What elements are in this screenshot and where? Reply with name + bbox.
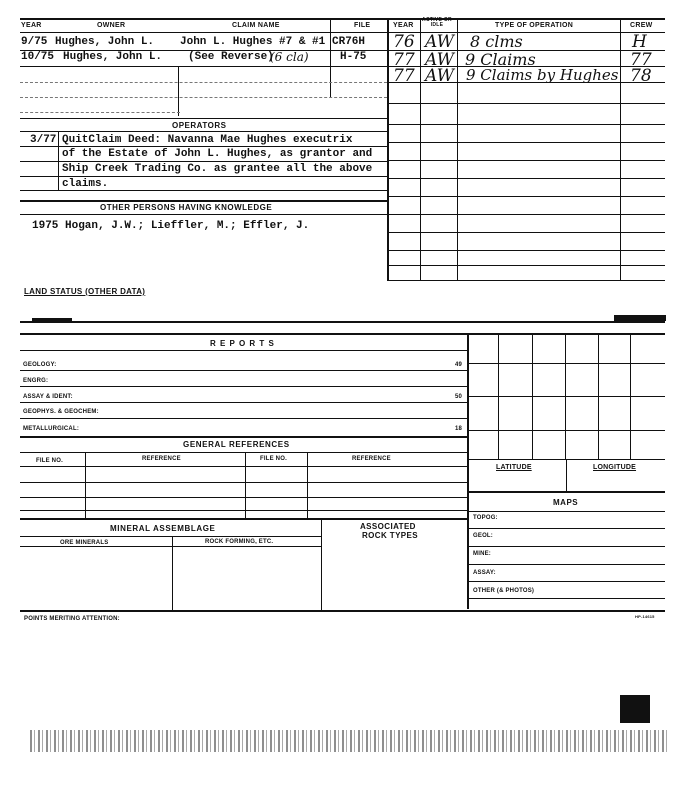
longitude-label: LONGITUDE [593, 464, 637, 471]
operators-date: 3/77 [30, 134, 57, 146]
points-meriting-label: POINTS MERITING ATTENTION: [24, 616, 120, 622]
claim-date: 10/75 [21, 51, 55, 63]
header-crew: CREW [630, 22, 653, 29]
claim-name: John L. Hughes #7 & #1 [180, 36, 326, 48]
operation-year: 77 [393, 50, 415, 70]
map-row-geol: GEOL: [473, 533, 493, 539]
operation-crew: H [632, 32, 647, 52]
header-type-of-operation: TYPE OF OPERATION [495, 22, 574, 29]
report-label-assay: ASSAY & IDENT: [23, 394, 73, 400]
ref-header-reference-2: REFERENCE [352, 456, 391, 462]
ore-minerals-label: ORE MINERALS [60, 540, 109, 546]
operation-status: AW [425, 50, 455, 70]
ref-header-file-no-2: FILE NO. [260, 456, 287, 462]
operators-line: QuitClaim Deed: Navanna Mae Hughes executrix [62, 134, 353, 146]
operation-type: 8 clms [470, 32, 523, 51]
map-row-other: OTHER (& PHOTOS) [473, 588, 535, 594]
operators-line: of the Estate of John L. Hughes, as grantor and [62, 148, 373, 160]
report-num: 49 [455, 362, 463, 368]
claim-date: 9/75 [21, 36, 48, 48]
form-number: HP-14615 [635, 614, 655, 619]
reports-title: R E P O R T S [210, 339, 275, 348]
ref-header-reference: REFERENCE [142, 456, 181, 462]
mineral-title: MINERAL ASSEMBLAGE [110, 524, 216, 533]
claim-owner: Hughes, John L. [63, 51, 163, 63]
report-label-engrg: ENGRG: [23, 378, 49, 384]
associated-label: ASSOCIATED [360, 522, 416, 531]
operation-status: AW [425, 66, 455, 86]
scan-black-mark [620, 695, 650, 723]
report-label-geophys: GEOPHYS. & GEOCHEM: [23, 409, 99, 415]
operation-crew: 77 [630, 50, 652, 70]
rock-types-label: ROCK TYPES [362, 531, 419, 540]
claim-note: (6 cla) [270, 50, 309, 64]
operation-type: 9 Claims [465, 50, 536, 69]
maps-title: MAPS [553, 498, 579, 507]
scan-noise [30, 730, 670, 752]
operation-crew: 78 [630, 66, 652, 86]
map-row-topog: TOPOG: [473, 515, 498, 521]
claim-name: (See Reverse) [188, 51, 274, 63]
operation-year: 77 [393, 66, 415, 86]
rock-forming-label: ROCK FORMING, ETC. [205, 539, 274, 545]
land-status-label: LAND STATUS (OTHER DATA) [24, 287, 146, 296]
map-row-mine: MINE: [473, 551, 491, 557]
ref-header-file-no: FILE NO. [36, 458, 63, 464]
header-claim-name: CLAIM NAME [232, 22, 280, 29]
latitude-label: LATITUDE [496, 464, 532, 471]
operators-title: OPERATORS [172, 121, 227, 130]
header-active-or-idle: ACTIVE OR IDLE [422, 17, 452, 28]
report-num: 18 [455, 426, 463, 432]
header-year-2: YEAR [393, 22, 414, 29]
operation-type: 9 Claims by Hughes [466, 66, 619, 84]
operators-line: claims. [62, 178, 109, 190]
map-row-assay: ASSAY: [473, 570, 496, 576]
knowledge-entry: 1975 Hogan, J.W.; Lieffler, M.; Effler, J. [32, 220, 310, 232]
header-year: YEAR [21, 22, 42, 29]
operation-year: 76 [393, 32, 415, 52]
claim-owner: Hughes, John L. [55, 36, 155, 48]
report-num: 50 [455, 394, 463, 400]
report-label-geology: GEOLOGY: [23, 362, 57, 368]
knowledge-title: OTHER PERSONS HAVING KNOWLEDGE [100, 203, 273, 212]
operators-line: Ship Creek Trading Co. as grantee all the above [62, 163, 373, 175]
header-file: FILE [354, 22, 371, 29]
general-refs-title: GENERAL REFERENCES [183, 440, 290, 449]
claim-file: H-75 [340, 51, 367, 63]
header-owner: OWNER [97, 22, 126, 29]
operation-status: AW [425, 32, 455, 52]
report-label-metallurgical: METALLURGICAL: [23, 426, 80, 432]
claim-file: CR76H [332, 36, 366, 48]
